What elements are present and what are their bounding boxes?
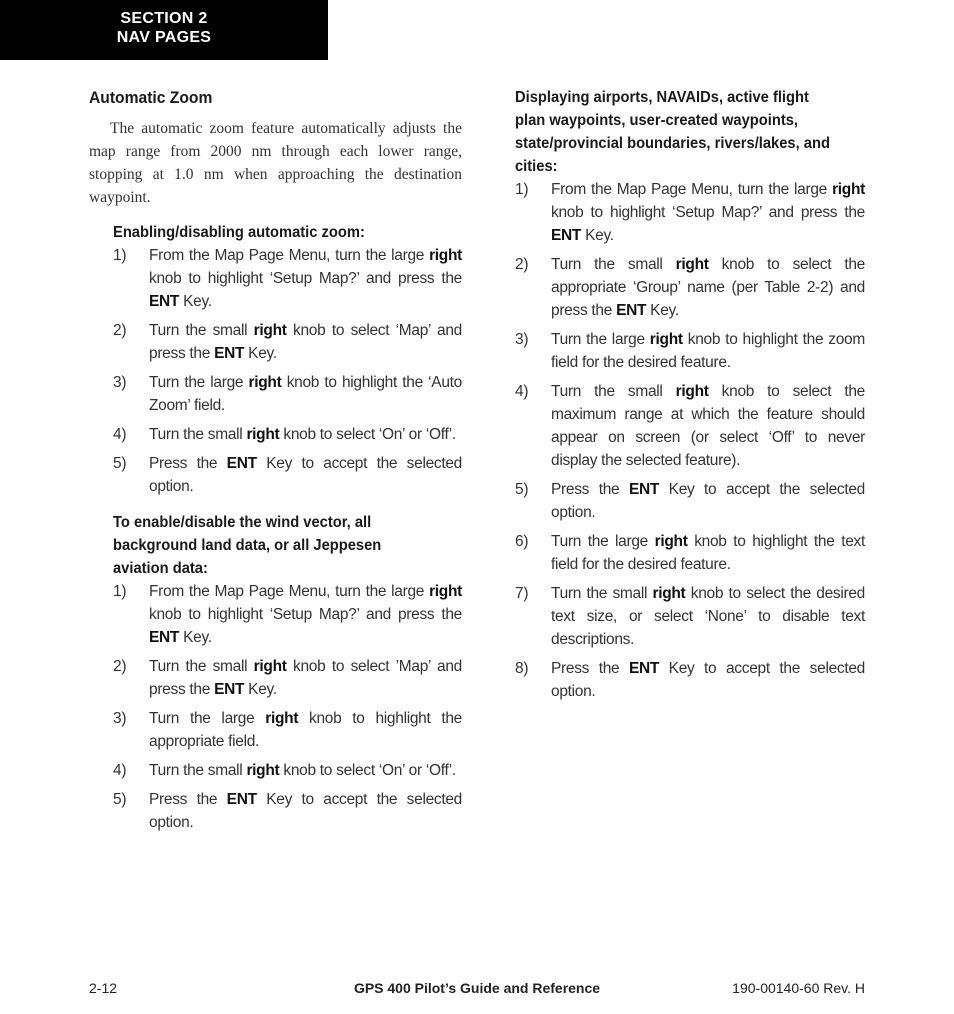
section-tab bbox=[0, 0, 328, 60]
step-number: 4) bbox=[113, 762, 127, 779]
step-emphasis: right bbox=[265, 710, 299, 727]
step-number: 5) bbox=[515, 481, 529, 498]
enable-auto-zoom-title: Enabling/disabling automatic zoom: bbox=[113, 224, 365, 241]
step-item bbox=[113, 580, 462, 649]
step-emphasis: right bbox=[652, 585, 686, 602]
document-number: 190-00140-60 Rev. H bbox=[732, 980, 865, 996]
step-text: From the Map Page Menu, turn the large bbox=[149, 247, 430, 264]
section-title: NAV PAGES bbox=[116, 29, 212, 46]
step-text: Turn the small bbox=[149, 658, 254, 675]
display-features-block bbox=[515, 86, 865, 703]
step-number: 8) bbox=[515, 660, 529, 677]
step-text: knob to select ‘On’ or ‘Off’. bbox=[279, 762, 456, 779]
left-column bbox=[89, 86, 462, 840]
step-text: knob to highlight ‘Setup Map?’ and press the bbox=[149, 606, 462, 623]
step-number: 7) bbox=[515, 585, 529, 602]
step-text: Key. bbox=[646, 302, 679, 319]
step-text: knob to highlight the text field for the desired feature. bbox=[551, 533, 865, 573]
step-number: 3) bbox=[113, 710, 127, 727]
step-text: Key. bbox=[581, 227, 614, 244]
step-number: 6) bbox=[515, 533, 529, 550]
step-text: Turn the small bbox=[149, 426, 247, 443]
step-text: Turn the large bbox=[149, 710, 266, 727]
step-text: Turn the large bbox=[551, 533, 655, 550]
step-text: Press the bbox=[551, 481, 629, 498]
step-item bbox=[515, 478, 865, 524]
step-number: 1) bbox=[515, 181, 529, 198]
step-item bbox=[113, 244, 462, 313]
right-column bbox=[515, 86, 865, 709]
step-text: knob to select ’Map’ and press the bbox=[149, 658, 463, 698]
step-item bbox=[113, 655, 462, 701]
step-item bbox=[515, 328, 865, 374]
step-emphasis: right bbox=[832, 181, 865, 198]
step-emphasis: right bbox=[429, 247, 462, 264]
step-emphasis: ENT bbox=[628, 481, 660, 498]
step-item bbox=[113, 788, 462, 834]
step-emphasis: right bbox=[649, 331, 683, 348]
step-text: knob to select the desired text size, or select ‘None’ to disable text descriptions. bbox=[551, 585, 865, 648]
wind-vector-title: To enable/disable the wind vector, all background land data, or all Jeppesen aviation data: bbox=[113, 514, 382, 577]
step-text: knob to select the appropriate ‘Group’ name (per Table 2-2) and press the bbox=[551, 256, 865, 319]
step-text: knob to select ‘Map’ and press the bbox=[149, 322, 463, 362]
automatic-zoom-intro: The automatic zoom feature automatically adjusts the map range from 2000 nm through each lower range, stopping at 1.0 nm when approaching the destination waypoint. bbox=[89, 120, 462, 206]
step-item bbox=[515, 582, 865, 651]
step-text: Turn the large bbox=[149, 374, 249, 391]
step-emphasis: ENT bbox=[214, 345, 245, 362]
step-item bbox=[515, 380, 865, 472]
step-text: Press the bbox=[551, 660, 629, 677]
step-number: 5) bbox=[113, 791, 127, 808]
wind-vector-block bbox=[113, 511, 462, 834]
step-emphasis: right bbox=[429, 583, 462, 600]
step-text: knob to highlight ‘Setup Map?’ and press the bbox=[551, 204, 865, 221]
step-emphasis: right bbox=[654, 533, 688, 550]
automatic-zoom-heading: Automatic Zoom bbox=[89, 88, 213, 107]
step-number: 1) bbox=[113, 583, 127, 600]
step-text: Turn the small bbox=[149, 322, 254, 339]
enable-auto-zoom-steps bbox=[113, 244, 462, 498]
step-emphasis: ENT bbox=[226, 455, 257, 472]
step-number: 3) bbox=[113, 374, 127, 391]
step-emphasis: right bbox=[675, 383, 709, 400]
step-item bbox=[515, 178, 865, 247]
step-emphasis: ENT bbox=[226, 791, 257, 808]
step-number: 3) bbox=[515, 331, 529, 348]
step-text: Key to accept the selected option. bbox=[551, 660, 866, 700]
section-number: SECTION 2 bbox=[120, 10, 208, 27]
step-item bbox=[113, 319, 462, 365]
step-item bbox=[113, 759, 462, 782]
step-text: Key. bbox=[179, 629, 212, 646]
step-emphasis: ENT bbox=[616, 302, 647, 319]
step-emphasis: right bbox=[246, 762, 280, 779]
step-text: knob to select the maximum range at which the feature should appear on screen (or select ‘Off’ to never display the selected feature). bbox=[551, 383, 865, 469]
step-text: knob to select ‘On’ or ‘Off’. bbox=[279, 426, 456, 443]
step-emphasis: ENT bbox=[149, 293, 180, 310]
step-emphasis: ENT bbox=[149, 629, 180, 646]
step-item bbox=[515, 657, 865, 703]
step-text: Turn the small bbox=[551, 256, 676, 273]
step-text: Press the bbox=[149, 791, 227, 808]
step-emphasis: right bbox=[675, 256, 709, 273]
footer-title: GPS 400 Pilot’s Guide and Reference bbox=[353, 980, 601, 996]
step-emphasis: right bbox=[253, 658, 287, 675]
step-text: knob to highlight the ‘Auto Zoom’ field. bbox=[149, 374, 462, 414]
display-features-title: Displaying airports, NAVAIDs, active flight plan waypoints, user-created waypoints, state/provincial boundaries, rivers/lakes, and cities: bbox=[515, 89, 830, 175]
step-item bbox=[113, 423, 462, 446]
step-text: Key to accept the selected option. bbox=[551, 481, 866, 521]
step-number: 2) bbox=[515, 256, 529, 273]
step-emphasis: right bbox=[248, 374, 282, 391]
step-text: Turn the small bbox=[551, 383, 676, 400]
step-text: knob to highlight the zoom field for the desired feature. bbox=[551, 331, 865, 371]
step-number: 2) bbox=[113, 322, 127, 339]
step-number: 4) bbox=[515, 383, 529, 400]
display-features-steps bbox=[515, 178, 865, 703]
step-item bbox=[113, 707, 462, 753]
step-text: knob to highlight ‘Setup Map?’ and press the bbox=[149, 270, 462, 287]
step-text: Key to accept the selected option. bbox=[149, 791, 463, 831]
page-number: 2-12 bbox=[89, 980, 118, 996]
wind-vector-steps bbox=[113, 580, 462, 834]
step-emphasis: ENT bbox=[214, 681, 245, 698]
step-text: Key. bbox=[244, 345, 277, 362]
step-number: 4) bbox=[113, 426, 127, 443]
step-text: Key. bbox=[179, 293, 212, 310]
step-emphasis: right bbox=[253, 322, 287, 339]
step-item bbox=[113, 371, 462, 417]
step-text: Key. bbox=[244, 681, 277, 698]
step-emphasis: ENT bbox=[551, 227, 582, 244]
step-text: Press the bbox=[149, 455, 227, 472]
step-number: 2) bbox=[113, 658, 127, 675]
step-emphasis: right bbox=[246, 426, 280, 443]
step-number: 1) bbox=[113, 247, 127, 264]
step-text: Turn the small bbox=[149, 762, 247, 779]
step-item bbox=[515, 253, 865, 322]
step-item bbox=[515, 530, 865, 576]
step-number: 5) bbox=[113, 455, 127, 472]
step-text: knob to highlight the appropriate field. bbox=[149, 710, 462, 750]
step-text: From the Map Page Menu, turn the large bbox=[551, 181, 833, 198]
step-emphasis: ENT bbox=[628, 660, 660, 677]
step-item bbox=[113, 452, 462, 498]
enable-auto-zoom-block bbox=[113, 221, 462, 498]
step-text: Turn the small bbox=[551, 585, 653, 602]
step-text: Turn the large bbox=[551, 331, 650, 348]
step-text: From the Map Page Menu, turn the large bbox=[149, 583, 430, 600]
step-text: Key to accept the selected option. bbox=[149, 455, 463, 495]
